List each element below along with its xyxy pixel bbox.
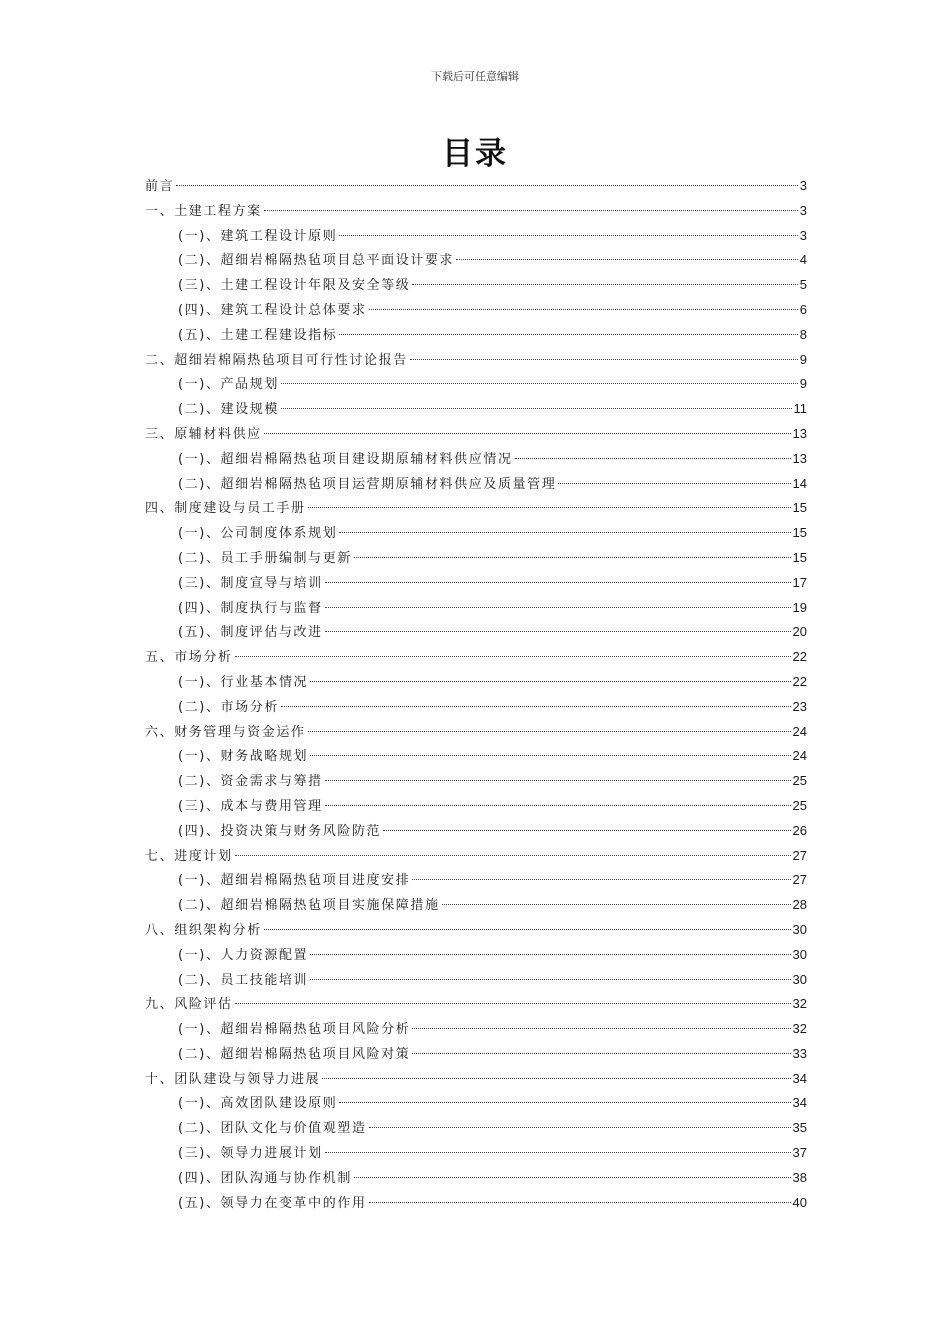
toc-entry-label: (二)、团队文化与价值观塑造 [178, 1121, 367, 1137]
toc-dot-leader [310, 979, 790, 980]
toc-dot-leader [308, 507, 791, 508]
toc-subsection-entry[interactable] [145, 670, 807, 695]
toc-subsection-entry[interactable] [145, 571, 807, 596]
toc-page-number: 13 [792, 425, 807, 441]
toc-entry-label: (一)、产品规划 [178, 377, 279, 393]
toc-page-number: 15 [792, 500, 807, 516]
toc-page-number: 40 [792, 1194, 807, 1210]
toc-entry-label: (一)、超细岩棉隔热毡项目进度安排 [178, 873, 411, 889]
toc-subsection-entry[interactable] [145, 447, 807, 472]
toc-subsection-entry[interactable] [145, 273, 807, 298]
toc-dot-leader [325, 607, 791, 608]
toc-subsection-entry[interactable] [145, 620, 807, 645]
toc-page-number: 24 [792, 723, 807, 739]
toc-page-number: 28 [792, 897, 807, 913]
toc-subsection-entry[interactable] [145, 521, 807, 546]
toc-subsection-entry[interactable] [145, 472, 807, 497]
toc-entry-label: (一)、超细岩棉隔热毡项目风险分析 [178, 1022, 411, 1038]
toc-dot-leader [412, 1053, 790, 1054]
toc-section-entry[interactable] [145, 720, 807, 745]
toc-dot-leader [235, 855, 791, 856]
toc-dot-leader [322, 1078, 790, 1079]
toc-entry-label: (一)、行业基本情况 [178, 674, 309, 690]
toc-entry-label: (一)、财务战略规划 [178, 749, 309, 765]
toc-subsection-entry[interactable] [145, 794, 807, 819]
toc-page-number: 22 [792, 649, 807, 665]
toc-dot-leader [325, 582, 791, 583]
toc-dot-leader [235, 1003, 791, 1004]
toc-dot-leader [281, 383, 798, 384]
toc-page-number: 32 [792, 1021, 807, 1037]
toc-subsection-entry[interactable] [145, 596, 807, 621]
toc-entry-label: (二)、超细岩棉隔热毡项目总平面设计要求 [178, 253, 455, 269]
toc-entry-label: (二)、超细岩棉隔热毡项目实施保障措施 [178, 898, 440, 914]
toc-entry-label: (二)、市场分析 [178, 699, 279, 715]
toc-page-number: 26 [792, 822, 807, 838]
toc-subsection-entry[interactable] [145, 893, 807, 918]
toc-dot-leader [281, 408, 792, 409]
toc-dot-leader [281, 706, 791, 707]
toc-entry-label: 一、土建工程方案 [145, 203, 262, 219]
toc-page-number: 9 [799, 351, 807, 367]
toc-dot-leader [412, 879, 790, 880]
toc-entry-label: (一)、超细岩棉隔热毡项目建设期原辅材料供应情况 [178, 451, 513, 467]
toc-page-number: 38 [792, 1169, 807, 1185]
toc-page-number: 3 [799, 178, 807, 193]
toc-entry-label: 七、进度计划 [145, 848, 233, 864]
toc-page-number: 33 [792, 1045, 807, 1061]
toc-dot-leader [339, 334, 797, 335]
header-note: 下载后可任意编辑 [431, 70, 519, 83]
toc-page-number: 24 [792, 748, 807, 764]
toc-subsection-entry[interactable] [145, 323, 807, 348]
toc-section-entry[interactable] [145, 422, 807, 447]
toc-dot-leader [339, 532, 790, 533]
toc-page-number: 8 [799, 326, 807, 342]
toc-entry-label: (三)、成本与费用管理 [178, 798, 323, 814]
toc-section-entry[interactable] [145, 992, 807, 1017]
toc-dot-leader [325, 631, 791, 632]
toc-entry-label: (二)、超细岩棉隔热毡项目运营期原辅材料供应及质量管理 [178, 476, 557, 492]
toc-entry-label: 五、市场分析 [145, 650, 233, 666]
toc-dot-leader [325, 805, 791, 806]
toc-dot-leader [325, 1152, 791, 1153]
toc-page-number: 20 [792, 624, 807, 640]
toc-section-entry[interactable] [145, 645, 807, 670]
toc-entry-label: (四)、团队沟通与协作机制 [178, 1170, 352, 1186]
page-title: 目录 [442, 136, 508, 172]
toc-entry-label: (二)、员工技能培训 [178, 972, 309, 988]
toc-dot-leader [235, 656, 791, 657]
toc-entry-label: (三)、领导力进展计划 [178, 1146, 323, 1162]
toc-page-number: 15 [792, 525, 807, 541]
toc-page-number: 22 [792, 673, 807, 689]
toc-page-number: 9 [799, 376, 807, 392]
table-of-contents [145, 174, 807, 1215]
toc-page-number: 19 [792, 599, 807, 615]
toc-page-number: 17 [792, 574, 807, 590]
toc-subsection-entry[interactable] [145, 695, 807, 720]
toc-subsection-entry[interactable] [145, 1191, 807, 1216]
toc-entry-label: (二)、资金需求与筹措 [178, 774, 323, 790]
toc-entry-label: (五)、领导力在变革中的作用 [178, 1195, 367, 1211]
toc-dot-leader [339, 1102, 790, 1103]
toc-entry-label: (一)、人力资源配置 [178, 947, 309, 963]
toc-page-number: 13 [792, 450, 807, 466]
toc-subsection-entry[interactable] [145, 1042, 807, 1067]
toc-entry-label: 四、制度建设与员工手册 [145, 501, 306, 517]
toc-dot-leader [264, 433, 791, 434]
toc-subsection-entry[interactable] [145, 546, 807, 571]
toc-subsection-entry[interactable] [145, 372, 807, 397]
toc-page-number: 32 [792, 996, 807, 1012]
toc-dot-leader [412, 1028, 790, 1029]
toc-entry-label: (二)、超细岩棉隔热毡项目风险对策 [178, 1046, 411, 1062]
toc-dot-leader [369, 1202, 791, 1203]
toc-section-entry[interactable] [145, 199, 807, 224]
toc-page-number: 37 [792, 1145, 807, 1161]
toc-entry-label: (五)、土建工程建设指标 [178, 327, 338, 343]
toc-dot-leader [369, 309, 798, 310]
toc-subsection-entry[interactable] [145, 1166, 807, 1191]
toc-page-number: 34 [792, 1070, 807, 1086]
toc-entry-label: 八、组织架构分析 [145, 922, 262, 938]
toc-page-number: 4 [799, 252, 807, 268]
toc-entry-label: (四)、制度执行与监督 [178, 600, 323, 616]
toc-subsection-entry[interactable] [145, 819, 807, 844]
toc-subsection-entry[interactable] [145, 1017, 807, 1042]
toc-entry-label: 三、原辅材料供应 [145, 426, 262, 442]
toc-subsection-entry[interactable] [145, 397, 807, 422]
toc-entry-label: (三)、土建工程设计年限及安全等级 [178, 278, 411, 294]
toc-page-number: 35 [792, 1120, 807, 1136]
toc-entry-label: (一)、高效团队建设原则 [178, 1096, 338, 1112]
toc-page-number: 30 [792, 971, 807, 987]
toc-page-number: 27 [792, 872, 807, 888]
toc-entry-label: (五)、制度评估与改进 [178, 625, 323, 641]
toc-entry-label: (四)、建筑工程设计总体要求 [178, 302, 367, 318]
toc-entry-label: (三)、制度宣导与培训 [178, 575, 323, 591]
toc-page-number: 30 [792, 921, 807, 937]
toc-dot-leader [442, 904, 791, 905]
toc-dot-leader [310, 755, 790, 756]
toc-section-entry[interactable] [145, 1067, 807, 1092]
toc-section-entry[interactable] [145, 174, 807, 199]
toc-dot-leader [515, 458, 791, 459]
toc-entry-label: (一)、建筑工程设计原则 [178, 228, 338, 244]
toc-page-number: 34 [792, 1095, 807, 1111]
toc-subsection-entry[interactable] [145, 224, 807, 249]
toc-subsection-entry[interactable] [145, 769, 807, 794]
toc-section-entry[interactable] [145, 348, 807, 373]
toc-dot-leader [264, 210, 798, 211]
toc-page-number: 30 [792, 946, 807, 962]
toc-page-number: 3 [799, 202, 807, 218]
toc-dot-leader [264, 929, 791, 930]
toc-dot-leader [310, 954, 790, 955]
toc-section-entry[interactable] [145, 844, 807, 869]
toc-entry-label: 九、风险评估 [145, 997, 233, 1013]
toc-subsection-entry[interactable] [145, 248, 807, 273]
toc-dot-leader [354, 1177, 791, 1178]
toc-subsection-entry[interactable] [145, 943, 807, 968]
toc-subsection-entry[interactable] [145, 1141, 807, 1166]
toc-dot-leader [325, 780, 791, 781]
toc-dot-leader [176, 185, 798, 186]
toc-page-number: 25 [792, 797, 807, 813]
toc-dot-leader [412, 284, 797, 285]
toc-entry-label: 十、团队建设与领导力进展 [145, 1071, 321, 1087]
toc-dot-leader [558, 483, 790, 484]
toc-section-entry[interactable] [145, 918, 807, 943]
toc-entry-label: (二)、员工手册编制与更新 [178, 550, 352, 566]
toc-dot-leader [383, 830, 790, 831]
toc-page-number: 3 [799, 227, 807, 243]
toc-page-number: 15 [792, 549, 807, 565]
toc-subsection-entry[interactable] [145, 1091, 807, 1116]
toc-dot-leader [339, 235, 797, 236]
toc-entry-label: (四)、投资决策与财务风险防范 [178, 823, 382, 839]
toc-dot-leader [354, 557, 791, 558]
toc-dot-leader [369, 1127, 791, 1128]
toc-page-number: 5 [799, 277, 807, 293]
toc-subsection-entry[interactable] [145, 1116, 807, 1141]
toc-dot-leader [456, 259, 798, 260]
toc-subsection-entry[interactable] [145, 744, 807, 769]
toc-entry-label: (一)、公司制度体系规划 [178, 526, 338, 542]
toc-page-number: 25 [792, 773, 807, 789]
toc-page-number: 14 [792, 475, 807, 491]
toc-entry-label: 前言 [145, 179, 175, 194]
toc-entry-label: 二、超细岩棉隔热毡项目可行性讨论报告 [145, 352, 408, 368]
toc-dot-leader [410, 359, 798, 360]
toc-entry-label: (二)、建设规模 [178, 402, 279, 418]
toc-section-entry[interactable] [145, 496, 807, 521]
toc-subsection-entry[interactable] [145, 968, 807, 993]
toc-page-number: 23 [792, 698, 807, 714]
toc-subsection-entry[interactable] [145, 298, 807, 323]
toc-entry-label: 六、财务管理与资金运作 [145, 724, 306, 740]
toc-page-number: 27 [792, 847, 807, 863]
toc-page-number: 6 [799, 301, 807, 317]
toc-subsection-entry[interactable] [145, 868, 807, 893]
toc-dot-leader [308, 731, 791, 732]
toc-page-number: 11 [793, 401, 807, 417]
toc-dot-leader [310, 681, 790, 682]
